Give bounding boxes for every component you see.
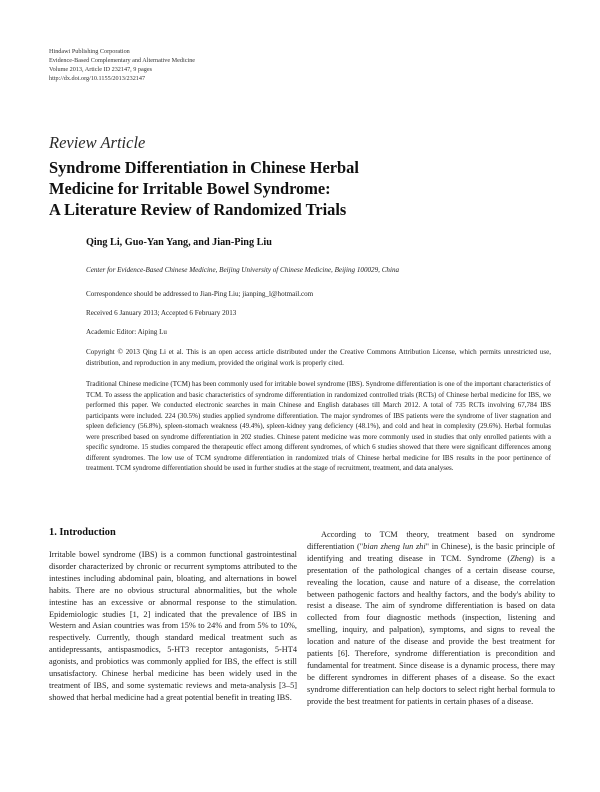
journal-header [49, 48, 195, 84]
article-type: Review Article [49, 133, 146, 152]
doi-link[interactable]: http://dx.doi.org/10.1155/2013/232147 [49, 74, 146, 82]
journal-name: Evidence-Based Complementary and Alternative Medicine [49, 56, 196, 64]
term-zheng: Zheng [510, 553, 531, 563]
academic-editor: Academic Editor: Aiping Lu [86, 328, 167, 336]
section-heading-introduction: 1. Introduction [49, 527, 116, 538]
received-accepted-dates: Received 6 January 2013; Accepted 6 February 2013 [86, 309, 237, 317]
title-line-1: Syndrome Differentiation in Chinese Herbal [49, 158, 359, 177]
term-bian-zheng-lun-zhi: bian zheng lun zhi [363, 541, 426, 551]
title-line-2: Medicine for Irritable Bowel Syndrome: [49, 179, 331, 198]
right-text-end: ) is a presentation of the pathological changes of a certain disease course, revealing the location, cause and nature of a disease, the correlation between pathogenic factors and healthy factors, and the body's ability to resist a disease. The aim of syndrome differentiation is based on data collected from four diagnostic methods (inspection, listening and smelling, inquiry, and palpation), symptoms, and signs to reveal the location and nature of the disease and provide the best treatment for patients [6]. Therefore, syndrome differentiation is precondition and fundamental for treatment. Since disease is a dynamic process, there may be different syndromes in different phases of a disease. So the exact syndrome differentiation can help doctors to select right herbal formula to provide the best treatment for patients in certain phases of a disease. [307, 553, 555, 706]
intro-right-paragraph [307, 529, 555, 708]
affiliation: Center for Evidence-Based Chinese Medicine, Beijing University of Chinese Medicine, Beijing 100029, China [86, 266, 400, 274]
correspondence: Correspondence should be addressed to Jian-Ping Liu; jianping_l@hotmail.com [86, 290, 314, 298]
intro-left-paragraph: Irritable bowel syndrome (IBS) is a common functional gastrointestinal disorder characterized by chronic or recurrent symptoms attributed to the intestines including abdominal pain, bloating, and alternations in bowel habits. There are no obvious structural abnormalities, but the whole intestine has an excessive or abnormal response to the stimulation. Epidemiologic studies [1, 2] indicated that the prevalence of IBS in Western and Asian countries was from 15% to 24% and from 5% to 10%, respectively. Currently, though standard medical treatment such as antidepressants, antispasmodics, 5-HT3 receptor antagonists, 5-HT4 agonists, and probiotics was commonly applied for IBS, the effect is still unsatisfactory. Chinese herbal medicine has been widely used in the treatment of IBS, and some systematic reviews and meta-analysis [3–5] showed that herbal medicine had a great potential benefit in treating IBS. [49, 550, 297, 702]
abstract: Traditional Chinese medicine (TCM) has been commonly used for irritable bowel syndrome (IBS). Syndrome differentiation is one of the important characteristics of TCM. To assess the application and basic characteristics of syndrome differentiation in randomized controlled trials (RCTs) of Chinese herbal medicine for IBS, we performed this paper. We conducted electronic searches in main Chinese and English databases till March 2012. A total of 735 RCTs involving 67,784 IBS participants were included. 224 (30.5%) studies applied syndrome differentiation. The major syndromes of IBS patients were the syndrome of liver stagnation and spleen deficiency (56.8%), spleen-stomach weakness (49.4%), spleen-kidney yang deficiency (48.1%), and cold and heat in complexity (29.6%). Herbal formulas were prescribed based on syndrome differentiation in 202 studies. Chinese patent medicine was more commonly used in studies that only enrolled patients with a specific syndrome. 15 studies compared the therapeutic effect among different syndromes, of which 6 studies showed that there were significant differences among different syndromes. The low use of TCM syndrome differentiation in randomized trials of Chinese herbal medicine for IBS results in the poor pertinence of treatment. TCM syndrome differentiation should be used in further studies at the stage of recruitment, treatment, and data analyses. [86, 380, 551, 472]
volume-info: Volume 2013, Article ID 232147, 9 pages [49, 65, 152, 73]
article-title [49, 157, 469, 220]
right-text-start: According to TCM theory, treatment based on syndrome differentiation (" [307, 530, 555, 551]
title-line-3: A Literature Review of Randomized Trials [49, 200, 347, 219]
copyright-notice: Copyright © 2013 Qing Li et al. This is an open access article distributed under the Creative Commons Attribution License, which permits unrestricted use, distribution, and reproduction in any medium, provided the original work is properly cited. [86, 348, 551, 367]
authors: Qing Li, Guo-Yan Yang, and Jian-Ping Liu [86, 237, 272, 248]
publisher: Hindawi Publishing Corporation [49, 48, 130, 55]
right-text-mid: " in Chinese), is the basic principle of identifying and treating disease in TCM. Syndrome ( [307, 541, 555, 563]
